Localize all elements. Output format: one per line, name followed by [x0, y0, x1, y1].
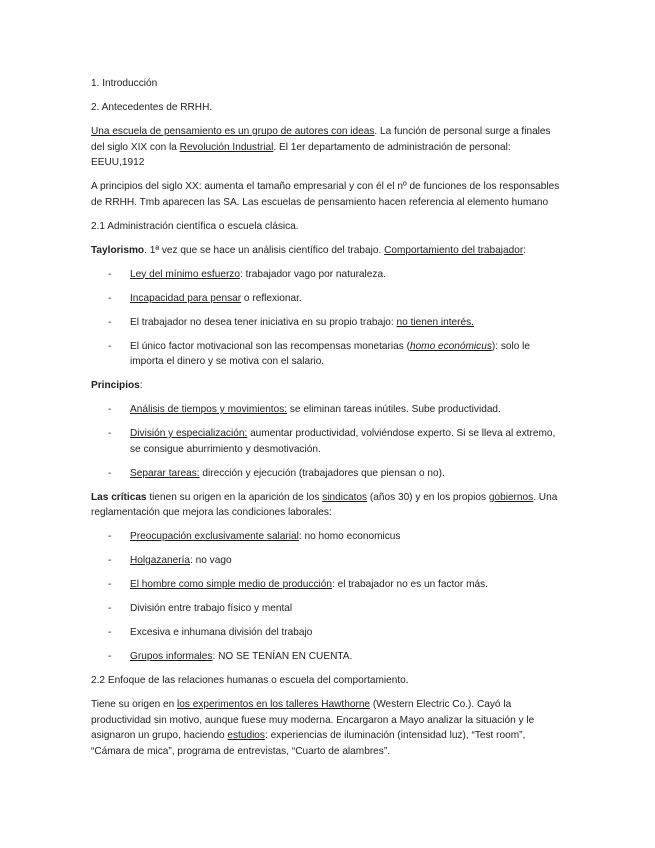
list-dash: -	[108, 292, 112, 304]
intro-text-1: . La función de personal surge a finales del siglo XIX con la	[91, 126, 551, 153]
list-dash: -	[108, 651, 112, 662]
list-item	[91, 426, 561, 457]
list-item-underline-italic: homo económicus	[409, 340, 492, 352]
list-item-underline: Análisis de tiempos y movimientos:	[130, 404, 288, 415]
list-item-underline: División y especialización:	[130, 428, 248, 439]
criticas-text-3: . Una reglamentación que mejora las condiciones laborales:	[91, 491, 558, 518]
list-item	[91, 315, 561, 331]
intro-text-2: . El 1er departamento de administración de personal: EEUU,1912	[91, 141, 511, 168]
list-item-text: El único factor motivacional son las recompensas monetarias (	[130, 340, 410, 352]
list-item-text: : el trabajador no es un factor más.	[331, 579, 488, 590]
taylorismo-underline-comportamiento: Comportamiento del trabajador	[384, 244, 524, 256]
principios-heading	[91, 378, 561, 394]
list-item-text: : trabajador vago por naturaleza.	[239, 268, 386, 280]
list-item-underline: Holgazanería	[130, 555, 191, 566]
hawthorne-underline-experimentos: los experimentos en los talleres Hawthorne	[177, 699, 371, 710]
list-dash: -	[108, 467, 112, 479]
list-item	[91, 625, 561, 641]
list-item-text: : no vago	[190, 555, 232, 566]
list-dash: -	[108, 627, 112, 638]
intro-underline-escuela: Una escuela de pensamiento es un grupo de autores con ideas	[91, 126, 375, 137]
list-item-underline: Incapacidad para pensar	[130, 292, 242, 304]
taylorismo-text-1: . 1ª vez que se hace un análisis científico del trabajo.	[144, 244, 385, 256]
list-item	[91, 291, 561, 307]
taylorismo-bold: Taylorismo	[91, 244, 145, 256]
list-item-text: aumentar productividad, volviéndose experto. Si se lleva al extremo, se consigue aburrimiento y desmotivación.	[130, 428, 556, 455]
list-dash: -	[108, 603, 112, 614]
list-dash: -	[108, 340, 112, 352]
list-item	[91, 339, 561, 370]
hawthorne-paragraph	[91, 697, 561, 759]
list-item-text: : no homo economicus	[298, 531, 401, 542]
criticas-text-2: (años 30) y en los propios	[367, 491, 489, 503]
principios-bold: Principios	[91, 380, 140, 391]
list-item-underline: Preocupación exclusivamente salarial	[130, 531, 299, 542]
list-item-text: ): solo le importa el dinero y se motiva con el salario.	[130, 340, 531, 367]
hawthorne-text-1: Tiene su origen en	[91, 699, 178, 710]
list-item-text: o reflexionar.	[241, 292, 302, 304]
list-dash: -	[108, 531, 112, 542]
list-item-text: : NO SE TENÍAN EN CUENTA.	[212, 651, 353, 662]
list-item-underline: Ley del mínimo esfuerzo	[130, 268, 240, 280]
list-item-underline: Separar tareas:	[130, 467, 200, 479]
document-page	[91, 76, 561, 759]
heading-introduccion: 1. Introducción	[91, 78, 158, 89]
list-item	[91, 601, 561, 617]
heading-antecedentes: 2. Antecedentes de RRHH.	[91, 102, 213, 113]
list-item-text: División entre trabajo físico y mental	[130, 603, 293, 614]
list-item-text: El trabajador no desea tener iniciativa en su propio trabajo:	[130, 316, 397, 328]
list-item	[91, 529, 561, 545]
heading-relaciones-humanas: 2.2 Enfoque de las relaciones humanas o escuela del comportamiento.	[91, 675, 409, 686]
list-dash: -	[108, 404, 112, 415]
hawthorne-underline-estudios: estudios	[227, 730, 265, 741]
list-item-underline: no tienen interés.	[396, 316, 474, 328]
list-item-text: dirección y ejecución (trabajadores que piensan o no).	[199, 467, 445, 479]
list-dash: -	[108, 579, 112, 590]
criticas-bold: Las críticas	[91, 491, 147, 503]
siglo-xx-paragraph: A principios del siglo XX: aumenta el tamaño empresarial y con él el nº de funciones de los responsables de RRHH. Tmb aparecen las SA. Las escuelas de pensamiento hacen referencia al elemento humano	[91, 181, 560, 208]
intro-paragraph	[91, 124, 561, 171]
list-item	[91, 267, 561, 283]
list-item-text: se eliminan tareas inútiles. Sube productividad.	[287, 404, 501, 415]
taylorismo-paragraph	[91, 243, 561, 259]
heading-administracion-cientifica: 2.1 Administración científica o escuela clásica.	[91, 220, 299, 232]
list-item	[91, 577, 561, 593]
list-item-underline: El hombre como simple medio de producción	[130, 579, 332, 590]
list-item	[91, 466, 561, 482]
list-dash: -	[108, 316, 112, 328]
criticas-underline-gobiernos: gobiernos	[488, 491, 534, 503]
criticas-underline-sindicatos: sindicatos	[322, 491, 368, 503]
hawthorne-text-2: (Western Electric Co.). Cayó la productividad sin motivo, aunque fuese muy moderna. Encargaron a Mayo analizar la situación y le asignaron un grupo, haciendo	[91, 699, 535, 741]
hawthorne-text-3: : experiencias de iluminación (intensidad luz), “Test room”, “Cámara de mica”, programa de entrevistas, “Cuarto de alambres”.	[91, 730, 526, 757]
list-item	[91, 402, 561, 418]
list-item	[91, 649, 561, 665]
taylorismo-text-2: :	[523, 244, 527, 256]
criticas-text-1: tienen su origen en la aparición de los	[146, 491, 323, 503]
list-dash: -	[108, 555, 112, 566]
criticas-paragraph	[91, 490, 561, 521]
list-item-text: Excesiva e inhumana división del trabajo	[130, 627, 313, 638]
intro-underline-revolucion: Revolución Industrial	[179, 141, 274, 153]
list-dash: -	[108, 268, 112, 280]
list-item-underline: Grupos informales	[130, 651, 213, 662]
principios-colon: :	[139, 380, 143, 391]
list-item	[91, 553, 561, 569]
list-dash: -	[108, 428, 112, 439]
